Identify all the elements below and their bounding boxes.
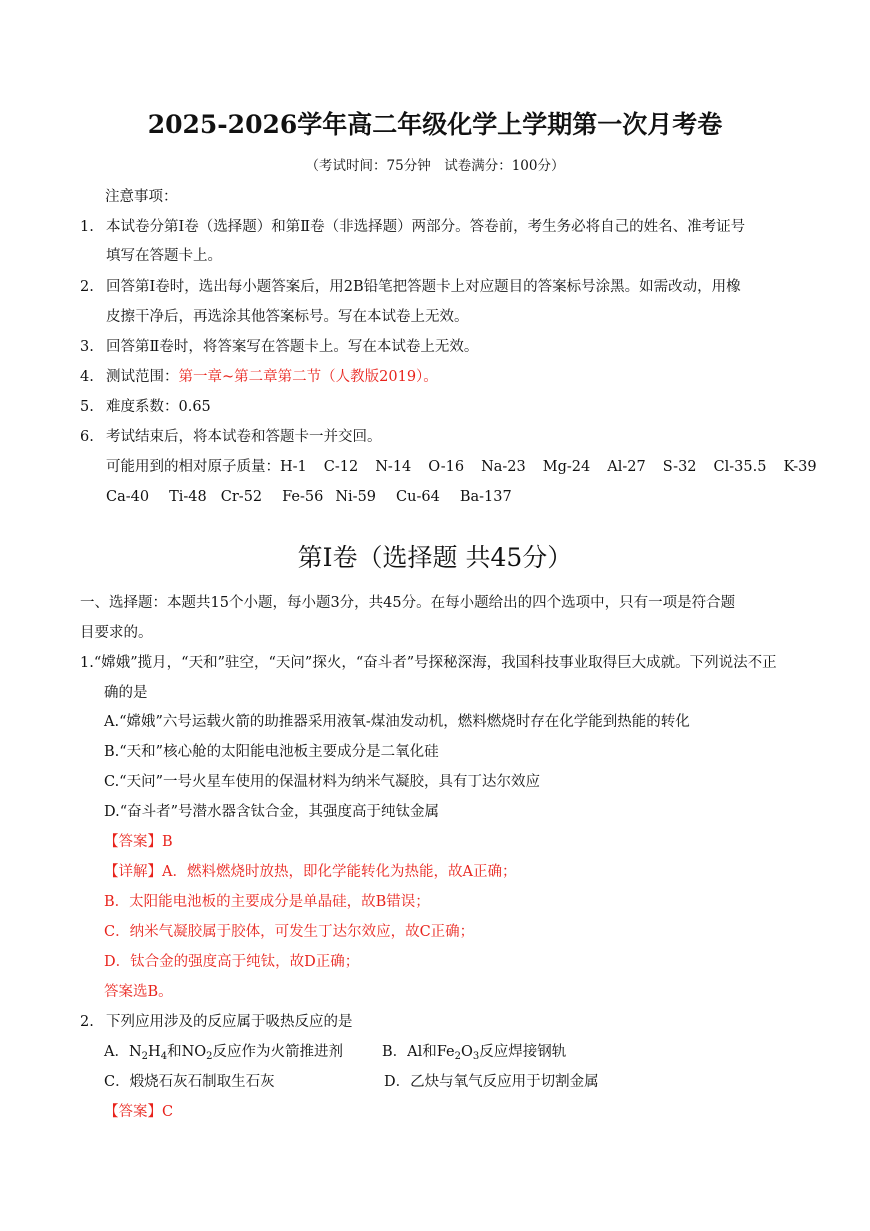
question-2-option-d: D．乙炔与氧气反应用于切割金属 xyxy=(384,1074,599,1090)
question-1-explanation-b: B．太阳能电池板的主要成分是单晶硅，故B错误； xyxy=(104,894,430,910)
notice-item-text: 考试结束后，将本试卷和答题卡一并交回。 xyxy=(106,429,382,445)
question-2-answer: 【答案】C xyxy=(104,1104,174,1120)
atomic-mass: Cl-35.5 xyxy=(713,459,767,475)
option-text: H xyxy=(148,1044,161,1060)
notice-item-num: 2. xyxy=(80,279,94,295)
atomic-mass-line-2 xyxy=(106,487,512,507)
section-title: 第Ⅰ卷（选择题 共45分） xyxy=(297,543,573,572)
atomic-mass: Ca-40 xyxy=(106,489,150,505)
test-scope-label: 测试范围： xyxy=(106,369,179,385)
option-text: 和NO xyxy=(167,1044,207,1060)
subscript: 3 xyxy=(472,1051,480,1062)
question-text: “嫦娥”揽月，“天和”驻空，“天问”探火，“奋斗者”号探秘深海，我国科技事业取得巨大成就。下列说法不正 xyxy=(93,655,777,671)
atomic-mass: Cr-52 xyxy=(220,489,263,505)
question-1-stem xyxy=(80,653,777,673)
question-1-option-d: D.“奋斗者”号潜水器含钛合金，其强度高于纯钛金属 xyxy=(104,804,440,820)
atomic-mass: Cu-64 xyxy=(396,489,440,505)
explanation-text: A．燃料燃烧时放热，即化学能转化为热能，故A正确； xyxy=(162,864,517,880)
notice-item-num: 4. xyxy=(80,369,94,385)
question-1-option-a: A.“嫦娥”六号运载火箭的助推器采用液氧-煤油发动机，燃料燃烧时存在化学能到热能的转化 xyxy=(104,714,690,730)
notice-item-num: 3. xyxy=(80,339,94,355)
atomic-mass-line-1 xyxy=(106,457,817,477)
question-1-option-b: B.“天和”核心舱的太阳能电池板主要成分是二氧化硅 xyxy=(104,744,439,760)
question-2-option-c: C．煅烧石灰石制取生石灰 xyxy=(104,1074,275,1090)
atomic-mass: K-39 xyxy=(783,459,817,475)
notice-item-text: 回答第Ⅱ卷时，将答案写在答题卡上。写在本试卷上无效。 xyxy=(106,339,479,355)
explanation-label: 【详解】 xyxy=(104,864,162,880)
subscript: 2 xyxy=(206,1051,213,1062)
notice-item-text: 本试卷分第Ⅰ卷（选择题）和第Ⅱ卷（非选择题）两部分。答卷前，考生务必将自己的姓名、准考证号 xyxy=(106,219,746,235)
atomic-mass: S-32 xyxy=(662,459,697,475)
question-1-explanation-a xyxy=(104,862,516,882)
atomic-mass: Ba-137 xyxy=(459,489,512,505)
question-2-option-a xyxy=(104,1042,343,1062)
option-text: O xyxy=(461,1044,473,1060)
question-1-explanation-c: C．纳米气凝胶属于胶体，可发生丁达尔效应，故C正确； xyxy=(104,924,475,940)
atomic-mass-label: 可能用到的相对原子质量： xyxy=(106,459,280,475)
notice-item-2 xyxy=(80,277,741,297)
notice-item-num: 6. xyxy=(80,429,94,445)
subscript: 2 xyxy=(454,1051,461,1062)
question-2-option-b xyxy=(382,1042,566,1062)
notice-item-num: 1. xyxy=(80,219,94,235)
section-instructions: 一、选择题：本题共15个小题，每小题3分，共45分。在每小题给出的四个选项中，只有一项是符合题 xyxy=(80,595,736,611)
question-2-stem xyxy=(80,1012,353,1032)
subscript: 2 xyxy=(141,1051,149,1062)
notice-item-text: 回答第Ⅰ卷时，选出每小题答案后，用2B铅笔把答题卡上对应题目的答案标号涂黑。如需改动，用橡 xyxy=(106,279,741,295)
notice-item-1 xyxy=(80,217,745,237)
notice-item-6 xyxy=(80,427,382,447)
atomic-mass: Na-23 xyxy=(481,459,526,475)
atomic-mass: Mg-24 xyxy=(542,459,591,475)
atomic-mass: C-12 xyxy=(323,459,359,475)
subscript: 4 xyxy=(160,1051,168,1062)
atomic-mass: O-16 xyxy=(428,459,465,475)
atomic-mass: Al-27 xyxy=(607,459,646,475)
question-number: 1. xyxy=(80,655,94,671)
difficulty: 难度系数：0.65 xyxy=(106,399,211,415)
option-text: 反应作为火箭推进剂 xyxy=(212,1044,344,1060)
option-text: A．N xyxy=(104,1044,142,1060)
notice-item-5 xyxy=(80,397,211,417)
atomic-mass: H-1 xyxy=(280,459,307,475)
question-text: 下列应用涉及的反应属于吸热反应的是 xyxy=(106,1014,353,1030)
question-number: 2. xyxy=(80,1014,94,1030)
question-1-stem-cont: 确的是 xyxy=(104,685,148,701)
notice-item-3 xyxy=(80,337,478,357)
test-scope-value: 第一章~第二章第二节（人教版2019）。 xyxy=(178,369,438,385)
atomic-mass: Fe-56 xyxy=(282,489,324,505)
notice-heading: 注意事项： xyxy=(105,189,178,205)
exam-title: 2025-2026学年高二年级化学上学期第一次月考卷 xyxy=(147,110,723,139)
notice-item-4 xyxy=(80,367,438,387)
section-instructions-cont: 目要求的。 xyxy=(80,625,153,641)
atomic-mass: Ni-59 xyxy=(335,489,377,505)
atomic-mass: Ti-48 xyxy=(169,489,207,505)
question-1-option-c: C.“天问”一号火星车使用的保温材料为纳米气凝胶，具有丁达尔效应 xyxy=(104,774,541,790)
option-text: B．Al和Fe xyxy=(382,1044,455,1060)
question-1-answer: 【答案】B xyxy=(104,834,173,850)
option-text: 反应焊接钢轨 xyxy=(479,1044,567,1060)
atomic-mass: N-14 xyxy=(375,459,412,475)
notice-item-2-cont: 皮擦干净后，再选涂其他答案标号。写在本试卷上无效。 xyxy=(106,309,469,325)
question-1-conclusion: 答案选B。 xyxy=(104,984,173,1000)
notice-item-1-cont: 填写在答题卡上。 xyxy=(106,248,222,264)
notice-item-num: 5. xyxy=(80,399,94,415)
exam-subtitle: （考试时间：75分钟 试卷满分：100分） xyxy=(305,158,565,174)
question-1-explanation-d: D．钛合金的强度高于纯钛，故D正确； xyxy=(104,954,360,970)
